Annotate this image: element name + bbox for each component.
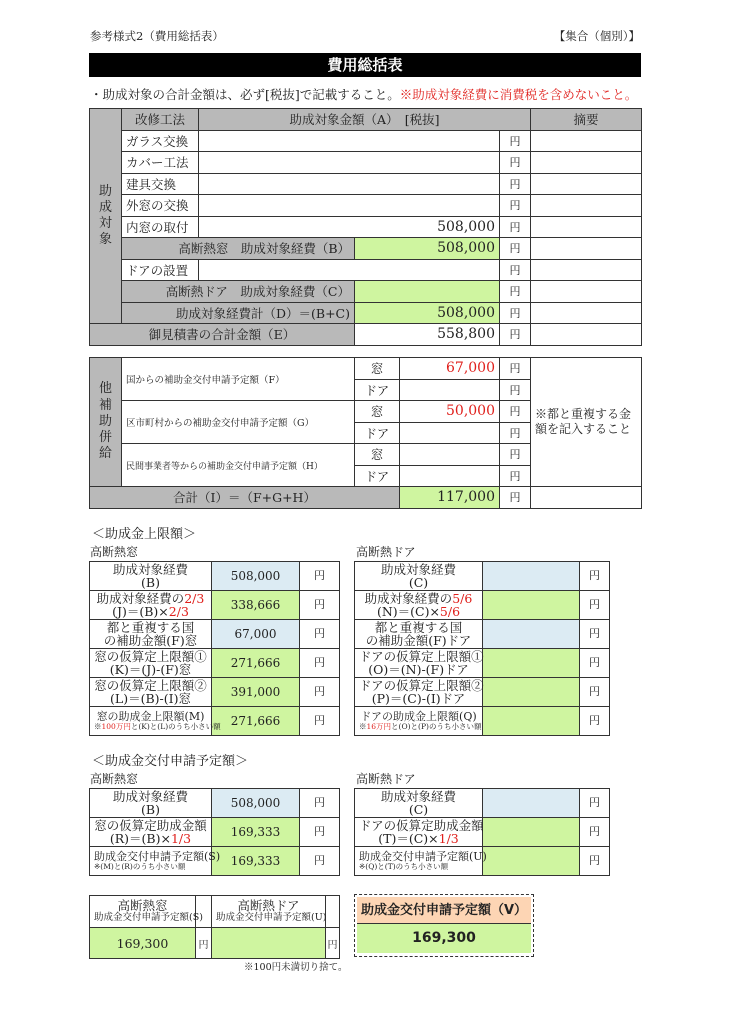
subsidy-g-label: 区市町村からの補助金交付申請予定額（G）: [122, 401, 355, 444]
table-row: [90, 562, 340, 591]
row-label: 窓の仮算定上限額① (K)＝(J)-(F)窓: [90, 649, 212, 678]
yen-unit: 円: [580, 649, 610, 678]
side-label-subsidy: 助成対象: [90, 109, 122, 324]
row-label: 都と重複する国 の補助金額(F)窓: [90, 620, 212, 649]
yen-unit: 円: [300, 847, 340, 876]
row-label: ドアの仮算定助成金額 (T)＝(C)×1/3: [355, 818, 483, 847]
yen-unit: 円: [500, 465, 531, 487]
method-label: ガラス交換: [122, 130, 199, 152]
door-label: ドア: [355, 465, 400, 487]
row-value: [483, 562, 580, 591]
amount-cell[interactable]: [199, 195, 500, 217]
total-d-label: 助成対象経費計（D）＝(B+C): [122, 302, 355, 324]
table-row: [90, 195, 642, 217]
method-label: 内窓の取付: [122, 216, 199, 238]
door-label: ドアの設置: [122, 259, 199, 281]
row-label: 窓の仮算定上限額② (L)＝(B)-(I)窓: [90, 678, 212, 707]
table-row: [90, 152, 642, 174]
remarks-cell[interactable]: [531, 324, 642, 346]
yen-unit: 円: [580, 847, 610, 876]
subsidy-h-door[interactable]: [400, 465, 500, 487]
subsidy-g-window[interactable]: 50,000: [400, 401, 500, 423]
row-label: 都と重複する国 の補助金額(F)ドア: [355, 620, 483, 649]
table-row: [90, 678, 340, 707]
row-label: 窓の仮算定助成金額 (R)＝(B)×1/3: [90, 818, 212, 847]
amount-cell[interactable]: [199, 173, 500, 195]
other-subsidy-table: [89, 357, 642, 509]
row-label: 助成金交付申請予定額(S) ※(M)と(R)のうち小さい額: [90, 847, 212, 876]
method-label: 建具交換: [122, 173, 199, 195]
subtotal-c-label: 高断熱ドア 助成対象経費（C）: [122, 281, 355, 303]
remarks-cell[interactable]: [531, 259, 642, 281]
table-row: [90, 591, 340, 620]
table-row: [355, 789, 610, 818]
yen-unit: 円: [580, 620, 610, 649]
table-row: [355, 818, 610, 847]
yen-unit: 円: [500, 216, 531, 238]
row-label: ドアの助成金上限額(Q) ※16万円と(O)と(P)のうち小さい額: [355, 707, 483, 736]
subsidy-f-window[interactable]: 67,000: [400, 358, 500, 380]
row-label: 助成対象経費 (C): [355, 562, 483, 591]
remarks-cell[interactable]: [531, 281, 642, 303]
subtotal-b-label: 高断熱窓 助成対象経費（B）: [122, 238, 355, 260]
yen-unit: 円: [196, 928, 212, 959]
final-amount-value: 169,300: [357, 924, 531, 953]
window-label: 窓: [355, 444, 400, 466]
yen-unit: 円: [300, 678, 340, 707]
row-label: 助成対象経費 (B): [90, 562, 212, 591]
row-value: 271,666: [212, 707, 300, 736]
col-header-amount: 助成対象金額（A） [税抜]: [199, 109, 531, 131]
yen-unit: 円: [300, 620, 340, 649]
yen-unit: 円: [300, 818, 340, 847]
estimate-total-label: 御見積書の合計金額（E）: [90, 324, 355, 346]
total-i-label: 合計（I）＝（F+G+H）: [90, 487, 400, 509]
row-label: 助成対象経費 (B): [90, 789, 212, 818]
remarks-cell[interactable]: [531, 216, 642, 238]
section-heading-request: ＜助成金交付申請予定額＞: [92, 754, 249, 769]
yen-unit: 円: [326, 928, 340, 959]
table-row: [90, 620, 340, 649]
form-type: 【集合（個別）】: [553, 29, 640, 43]
subsidy-f-label: 国からの補助金交付申請予定額（F）: [122, 358, 355, 401]
section-heading-limit: ＜助成金上限額＞: [92, 527, 197, 542]
door-title: 高断熱ドア: [356, 545, 416, 559]
table-row: [90, 707, 340, 736]
yen-unit: 円: [500, 401, 531, 423]
row-value: [483, 818, 580, 847]
final-amount-label: 助成金交付申請予定額（V）: [357, 897, 531, 924]
table-row: [355, 707, 610, 736]
yen-unit: 円: [300, 562, 340, 591]
final-amount-box: [354, 894, 534, 957]
table-row: [355, 678, 610, 707]
table-row: [355, 620, 610, 649]
page-title: 費用総括表: [89, 53, 641, 77]
yen-unit: 円: [580, 818, 610, 847]
side-label-other: 他補助併給: [90, 358, 122, 487]
remarks-cell[interactable]: [531, 238, 642, 260]
yen-unit: 円: [300, 649, 340, 678]
yen-unit: 円: [580, 789, 610, 818]
yen-unit: 円: [500, 173, 531, 195]
remarks-cell[interactable]: [531, 195, 642, 217]
yen-unit: 円: [500, 444, 531, 466]
table-row: [90, 173, 642, 195]
remarks-cell[interactable]: [531, 152, 642, 174]
yen-unit: 円: [500, 302, 531, 324]
row-value: [483, 591, 580, 620]
subtotal-c-value: [355, 281, 500, 303]
row-label: 窓の助成金上限額(M) ※100万円と(K)と(L)のうち小さい額: [90, 707, 212, 736]
request-door-table: [354, 788, 610, 876]
method-label: カバー工法: [122, 152, 199, 174]
door-amount[interactable]: [199, 259, 500, 281]
yen-unit: 円: [300, 591, 340, 620]
remarks-cell[interactable]: [531, 302, 642, 324]
subtotal-b-value: 508,000: [355, 238, 500, 260]
table-row: [355, 562, 610, 591]
remarks-cell[interactable]: [531, 173, 642, 195]
col-header-remarks: 摘要: [531, 109, 642, 131]
yen-unit: 円: [500, 195, 531, 217]
yen-unit: 円: [500, 281, 531, 303]
limit-window-table: [89, 561, 340, 736]
row-value: 169,333: [212, 847, 300, 876]
yen-unit: 円: [500, 130, 531, 152]
yen-unit: 円: [500, 152, 531, 174]
table-row: [90, 649, 340, 678]
row-value: [483, 789, 580, 818]
door-label: ドア: [355, 379, 400, 401]
limit-door-table: [354, 561, 610, 736]
table-row: [355, 649, 610, 678]
summary-s-header: 高断熱窓 助成金交付申請予定額(S): [90, 896, 196, 928]
remarks-cell[interactable]: [531, 130, 642, 152]
row-value: 67,000: [212, 620, 300, 649]
yen-unit: 円: [500, 259, 531, 281]
row-label: ドアの仮算定上限額① (O)＝(N)-(F)ドア: [355, 649, 483, 678]
window-title: 高断熱窓: [90, 545, 139, 559]
yen-unit: 円: [580, 591, 610, 620]
subsidy-h-window[interactable]: [400, 444, 500, 466]
row-value: [483, 649, 580, 678]
yen-unit: 円: [500, 422, 531, 444]
row-label: 助成対象経費の2/3 (J)＝(B)×2/3: [90, 591, 212, 620]
door-label: ドア: [355, 422, 400, 444]
yen-unit: 円: [500, 358, 531, 380]
table-row: [90, 789, 340, 818]
yen-unit: 円: [500, 238, 531, 260]
subsidy-target-table: [89, 108, 642, 346]
subsidy-h-label: 民間事業者等からの補助金交付申請予定額（H）: [122, 444, 355, 487]
amount-cell[interactable]: [199, 152, 500, 174]
estimate-total-value[interactable]: 558,800: [355, 324, 500, 346]
yen-unit: 円: [500, 487, 531, 509]
row-value: 391,000: [212, 678, 300, 707]
col-header-method: 改修工法: [122, 109, 199, 131]
request-window-table: [89, 788, 340, 876]
table-row: [355, 591, 610, 620]
row-value: [483, 678, 580, 707]
window-label: 窓: [355, 358, 400, 380]
row-value: 508,000: [212, 789, 300, 818]
table-row: [355, 847, 610, 876]
table-row: [90, 216, 642, 238]
method-label: 外窓の交換: [122, 195, 199, 217]
summary-u-header: 高断熱ドア 助成金交付申請予定額(U): [212, 896, 326, 928]
summary-u-value: [212, 928, 326, 959]
table-row: [90, 847, 340, 876]
row-value: [483, 707, 580, 736]
remarks-cell: [531, 487, 642, 509]
yen-unit: 円: [580, 707, 610, 736]
duplicate-note: ※都と重複する金額を記入すること: [531, 358, 642, 487]
total-d-value: 508,000: [355, 302, 500, 324]
row-value: [483, 620, 580, 649]
row-value: [483, 847, 580, 876]
summary-s-value: 169,300: [90, 928, 196, 959]
row-label: 助成金交付申請予定額(U) ※(Q)と(T)のうち小さい額: [355, 847, 483, 876]
row-label: 助成対象経費の5/6 (N)＝(C)×5/6: [355, 591, 483, 620]
subsidy-f-door[interactable]: [400, 379, 500, 401]
notice-text: ・助成対象の合計金額は、必ず[税抜]で記載すること。※助成対象経費に消費税を含めないこと。: [90, 87, 638, 102]
door-title: 高断熱ドア: [356, 772, 416, 786]
yen-unit: 円: [500, 379, 531, 401]
window-label: 窓: [355, 401, 400, 423]
row-value: 169,333: [212, 818, 300, 847]
row-value: 508,000: [212, 562, 300, 591]
form-number: 参考様式2（費用総括表）: [90, 29, 224, 43]
yen-unit: 円: [300, 707, 340, 736]
row-value: 271,666: [212, 649, 300, 678]
window-title: 高断熱窓: [90, 772, 139, 786]
rounding-footnote: ※100円未満切り捨て。: [244, 962, 348, 973]
table-row: [90, 130, 642, 152]
yen-unit: 円: [580, 562, 610, 591]
amount-cell[interactable]: 508,000: [199, 216, 500, 238]
subsidy-g-door[interactable]: [400, 422, 500, 444]
table-row: [90, 818, 340, 847]
amount-cell[interactable]: [199, 130, 500, 152]
yen-unit: 円: [300, 789, 340, 818]
yen-unit: 円: [580, 678, 610, 707]
summary-su-table: [89, 895, 340, 959]
row-label: ドアの仮算定上限額② (P)＝(C)-(I)ドア: [355, 678, 483, 707]
total-i-value: 117,000: [400, 487, 500, 509]
row-label: 助成対象経費 (C): [355, 789, 483, 818]
row-value: 338,666: [212, 591, 300, 620]
yen-unit: 円: [500, 324, 531, 346]
